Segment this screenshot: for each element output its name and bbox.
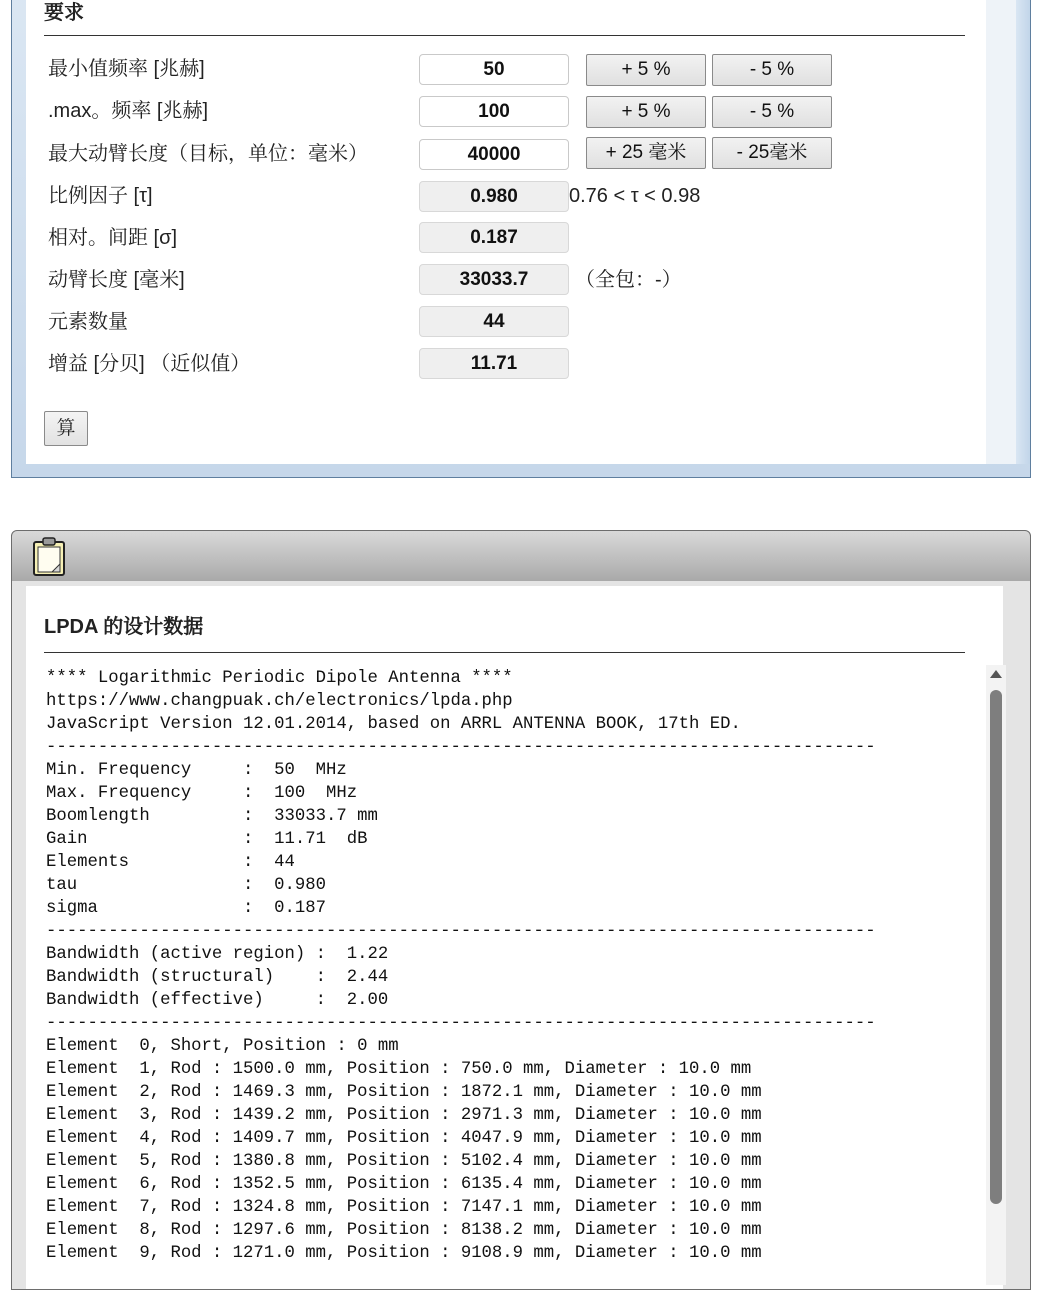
output-line: Element 4, Rod : 1409.7 mm, Position : 4047.9 mm, Diameter : 10.0 mm — [46, 1129, 762, 1148]
output-line: Min. Frequency : 50 MHz — [46, 761, 347, 780]
scale-factor-label: 比例因子 [τ] — [48, 185, 153, 207]
output-line: Element 6, Rod : 1352.5 mm, Position : 6135.4 mm, Diameter : 10.0 mm — [46, 1175, 762, 1194]
max-frequency-input[interactable]: 100 — [419, 96, 569, 127]
clipboard-icon — [31, 537, 67, 577]
output-line: Elements : 44 — [46, 853, 295, 872]
min-frequency-input[interactable]: 50 — [419, 54, 569, 85]
output-line: Max. Frequency : 100 MHz — [46, 784, 358, 803]
scale-factor-value: 0.980 — [419, 181, 569, 212]
scrollbar-thumb[interactable] — [990, 690, 1002, 1204]
output-line: -------------------------------------------------------------------------------- — [46, 922, 876, 941]
element-count-value: 44 — [419, 306, 569, 337]
max-frequency-plus-button[interactable]: + 5 % — [586, 96, 706, 128]
output-line: https://www.changpuak.ch/electronics/lpda.php — [46, 692, 513, 711]
output-line: sigma : 0.187 — [46, 899, 327, 918]
max-boom-length-label: 最大动臂长度（目标，单位：毫米） — [48, 143, 368, 165]
design-data-title: LPDA 的设计数据 — [44, 616, 204, 638]
output-line: Element 8, Rod : 1297.6 mm, Position : 8138.2 mm, Diameter : 10.0 mm — [46, 1221, 762, 1240]
element-count-label: 元素数量 — [48, 311, 128, 333]
gain-label: 增益 [分贝] （近似值） — [48, 353, 251, 375]
boom-length-note: （全包：-） — [575, 269, 682, 291]
design-data-divider — [44, 652, 965, 653]
boom-length-label: 动臂长度 [毫米] — [48, 269, 185, 291]
boom-length-minus-button[interactable]: - 25毫米 — [712, 137, 832, 169]
output-line: Element 9, Rod : 1271.0 mm, Position : 9108.9 mm, Diameter : 10.0 mm — [46, 1244, 762, 1263]
output-line: Element 3, Rod : 1439.2 mm, Position : 2971.3 mm, Diameter : 10.0 mm — [46, 1106, 762, 1125]
relative-spacing-label: 相对。间距 [σ] — [48, 227, 178, 249]
output-line: Bandwidth (effective) : 2.00 — [46, 991, 389, 1010]
requirements-title: 要求 — [44, 2, 84, 24]
output-line: Boomlength : 33033.7 mm — [46, 807, 378, 826]
output-line: **** Logarithmic Periodic Dipole Antenna **** — [46, 669, 513, 688]
boom-length-plus-button[interactable]: + 25 毫米 — [586, 137, 706, 169]
max-boom-length-input[interactable]: 40000 — [419, 139, 569, 170]
design-output-text[interactable] — [46, 667, 876, 1265]
output-line: Bandwidth (structural) : 2.44 — [46, 968, 389, 987]
output-line: Bandwidth (active region) : 1.22 — [46, 945, 389, 964]
scale-factor-range-note: 0.76 < τ < 0.98 — [569, 185, 701, 207]
panel-frame-right — [1016, 0, 1030, 464]
output-line: -------------------------------------------------------------------------------- — [46, 738, 876, 757]
output-line: Gain : 11.71 dB — [46, 830, 368, 849]
calculate-button[interactable]: 算 — [44, 411, 88, 446]
max-frequency-label: .max。频率 [兆赫] — [48, 100, 209, 122]
output-line: Element 7, Rod : 1324.8 mm, Position : 7147.1 mm, Diameter : 10.0 mm — [46, 1198, 762, 1217]
min-frequency-minus-button[interactable]: - 5 % — [712, 54, 832, 86]
scroll-up-arrow-icon[interactable] — [990, 670, 1002, 678]
output-line: Element 0, Short, Position : 0 mm — [46, 1037, 399, 1056]
gain-value: 11.71 — [419, 348, 569, 379]
output-line: tau : 0.980 — [46, 876, 327, 895]
panel-right-edge — [986, 0, 1016, 464]
output-line: Element 5, Rod : 1380.8 mm, Position : 5102.4 mm, Diameter : 10.0 mm — [46, 1152, 762, 1171]
output-line: JavaScript Version 12.01.2014, based on ARRL ANTENNA BOOK, 17th ED. — [46, 715, 741, 734]
output-line: Element 2, Rod : 1469.3 mm, Position : 1872.1 mm, Diameter : 10.0 mm — [46, 1083, 762, 1102]
requirements-divider — [44, 35, 965, 36]
boom-length-value: 33033.7 — [419, 264, 569, 295]
output-line: Element 1, Rod : 1500.0 mm, Position : 750.0 mm, Diameter : 10.0 mm — [46, 1060, 752, 1079]
relative-spacing-value: 0.187 — [419, 222, 569, 253]
output-line: -------------------------------------------------------------------------------- — [46, 1014, 876, 1033]
min-frequency-label: 最小值频率 [兆赫] — [48, 58, 205, 80]
min-frequency-plus-button[interactable]: + 5 % — [586, 54, 706, 86]
max-frequency-minus-button[interactable]: - 5 % — [712, 96, 832, 128]
